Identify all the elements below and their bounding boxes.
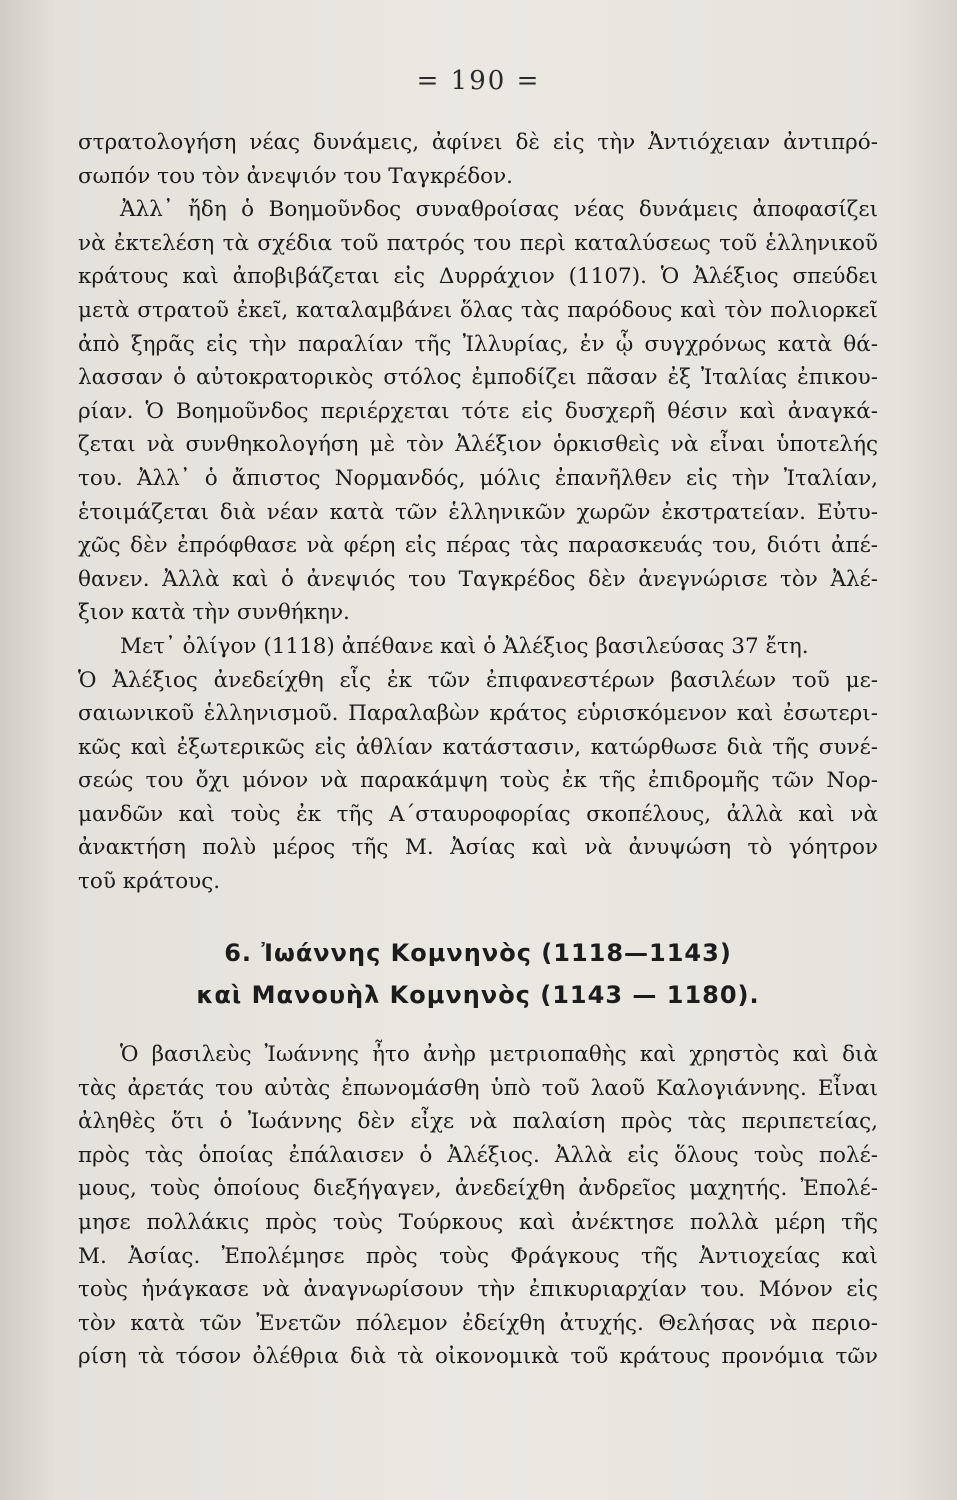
section-heading <box>78 932 878 1016</box>
text-line: θανεν. Ἀλλὰ καὶ ὁ ἀνεψιός του Ταγκρέδος δὲν ἀνεγνώρισε τὸν Ἀλέ- <box>78 566 878 592</box>
text-line: μους, τοὺς ὁποίους διεξήγαγεν, ἀνεδείχθη ἀνδρεῖος μαχητής. Ἐπολέ- <box>78 1176 878 1202</box>
text-line: Ὁ Ἀλέξιος ἀνεδείχθη εἷς ἐκ τῶν ἐπιφανεστέρων βασιλέων τοῦ με- <box>78 667 878 693</box>
text-line: ζεται νὰ συνθηκολογήση μὲ τὸν Ἀλέξιον ὁρκισθεὶς νὰ εἶναι ὑποτελής <box>78 432 878 458</box>
text-line: Ἀλλ᾽ ἤδη ὁ Βοημοῦνδος συναθροίσας νέας δυνάμεις ἀποφασίζει <box>120 197 878 223</box>
text-line: ρίαν. Ὁ Βοημοῦνδος περιέρχεται τότε εἰς δυσχερῆ θέσιν καὶ ἀναγκά- <box>78 398 878 424</box>
text-line: Ὁ βασιλεὺς Ἰωάννης ἦτο ἀνὴρ μετριοπαθὴς καὶ χρηστὸς καὶ διὰ <box>120 1042 878 1067</box>
text-line: κῶς καὶ ἐξωτερικῶς εἰς ἀθλίαν κατάστασιν, κατώρθωσε διὰ τῆς συνέ- <box>78 734 878 760</box>
text-line: Μ. Ἀσίας. Ἐπολέμησε πρὸς τοὺς Φράγκους τῆς Ἀντιοχείας καὶ <box>78 1243 878 1269</box>
text-line: τὸν κατὰ τῶν Ἐνετῶν πόλεμον ἐδείχθη ἀτυχής. Θελήσας νὰ περιο- <box>78 1310 878 1336</box>
text-line: ξιον κατὰ τὴν συνθήκην. <box>78 600 350 626</box>
text-line: μησε πολλάκις πρὸς τοὺς Τούρκους καὶ ἀνέκτησε πολλὰ μέρη τῆς <box>78 1209 878 1235</box>
section-heading-line-2: καὶ Μανουὴλ Κομνηνὸς (1143 — 1180). <box>196 981 760 1009</box>
text-line: νὰ ἐκτελέση τὰ σχέδια τοῦ πατρός του περὶ καταλύσεως τοῦ ἑλληνικοῦ <box>78 230 878 256</box>
text-line: σαιωνικοῦ ἑλληνισμοῦ. Παραλαβὼν κράτος εὑρισκόμενον καὶ ἐσωτερι- <box>78 701 878 727</box>
text-line: μανδῶν καὶ τοὺς ἐκ τῆς Α΄σταυροφορίας σκοπέλους, ἀλλὰ καὶ νὰ <box>78 801 878 827</box>
text-line: ἀληθὲς ὅτι ὁ Ἰωάννης δὲν εἶχε νὰ παλαίση πρὸς τὰς περιπετείας, <box>78 1109 878 1135</box>
text-line: τοῦ κράτους. <box>78 869 221 895</box>
text-line: ἀνακτήση πολὺ μέρος τῆς Μ. Ἀσίας καὶ νὰ ἀνυψώση τὸ γόητρον <box>78 835 878 861</box>
text-line: Μετ᾽ ὀλίγον (1118) ἀπέθανε καὶ ὁ Ἀλέξιος βασιλεύσας 37 ἔτη. <box>120 633 809 659</box>
text-line: ρίση τὰ τόσον ὀλέθρια διὰ τὰ οἰκονομικὰ τοῦ κράτους προνόμια τῶν <box>78 1344 878 1370</box>
text-block-ioannis <box>78 1038 878 1374</box>
text-line: μετὰ στρατοῦ ἐκεῖ, καταλαμβάνει ὅλας τὰς παρόδους καὶ τὸν πολιορκεῖ <box>78 297 878 323</box>
text-line: τὰς ἀρετάς του αὐτὰς ἐπωνομάσθη ὑπὸ τοῦ λαοῦ Καλογιάννης. Εἶναι <box>78 1075 878 1101</box>
section-heading-line-1: 6. Ἰωάννης Κομνηνὸς (1118—1143) <box>224 939 732 967</box>
text-line: σωπόν του τὸν ἀνεψιόν του Ταγκρέδον. <box>78 163 513 189</box>
text-line: ἀπὸ ξηρᾶς εἰς τὴν παραλίαν τῆς Ἰλλυρίας, ἐν ᾧ συγχρόνως κατὰ θά- <box>78 331 878 357</box>
text-line: σεώς του ὄχι μόνον νὰ παρακάμψη τοὺς ἐκ τῆς ἐπιδρομῆς τῶν Νορ- <box>78 768 878 794</box>
text-block-alexios <box>78 126 878 899</box>
text-line: στρατολογήση νέας δυνάμεις, ἀφίνει δὲ εἰς τὴν Ἀντιόχειαν ἀντιπρό- <box>78 130 878 155</box>
text-line: χῶς δὲν ἐπρόφθασε νὰ φέρη εἰς πέρας τὰς παρασκευάς του, διότι ἀπέ- <box>78 533 878 559</box>
text-line: λασσαν ὁ αὐτοκρατορικὸς στόλος ἐμποδίζει πᾶσαν ἐξ Ἰταλίας ἐπικου- <box>78 365 878 391</box>
page-number: = 190 = <box>416 66 541 96</box>
text-line: κράτους καὶ ἀποβιβάζεται εἰς Δυρράχιον (1107). Ὁ Ἀλέξιος σπεύδει <box>78 264 878 290</box>
text-line: ἑτοιμάζεται διὰ νέαν κατὰ τῶν ἑλληνικῶν χωρῶν ἐκστρατείαν. Εὐτυ- <box>78 499 878 525</box>
text-line: πρὸς τὰς ὁποίας ἐπάλαισεν ὁ Ἀλέξιος. Ἀλλὰ εἰς ὅλους τοὺς πολέ- <box>78 1142 878 1168</box>
text-line: του. Ἀλλ᾽ ὁ ἄπιστος Νορμανδός, μόλις ἐπανῆλθεν εἰς τὴν Ἰταλίαν, <box>78 465 878 491</box>
text-line: τοὺς ἠνάγκασε νὰ ἀναγνωρίσουν τὴν ἐπικυριαρχίαν του. Μόνον εἰς <box>78 1277 878 1303</box>
